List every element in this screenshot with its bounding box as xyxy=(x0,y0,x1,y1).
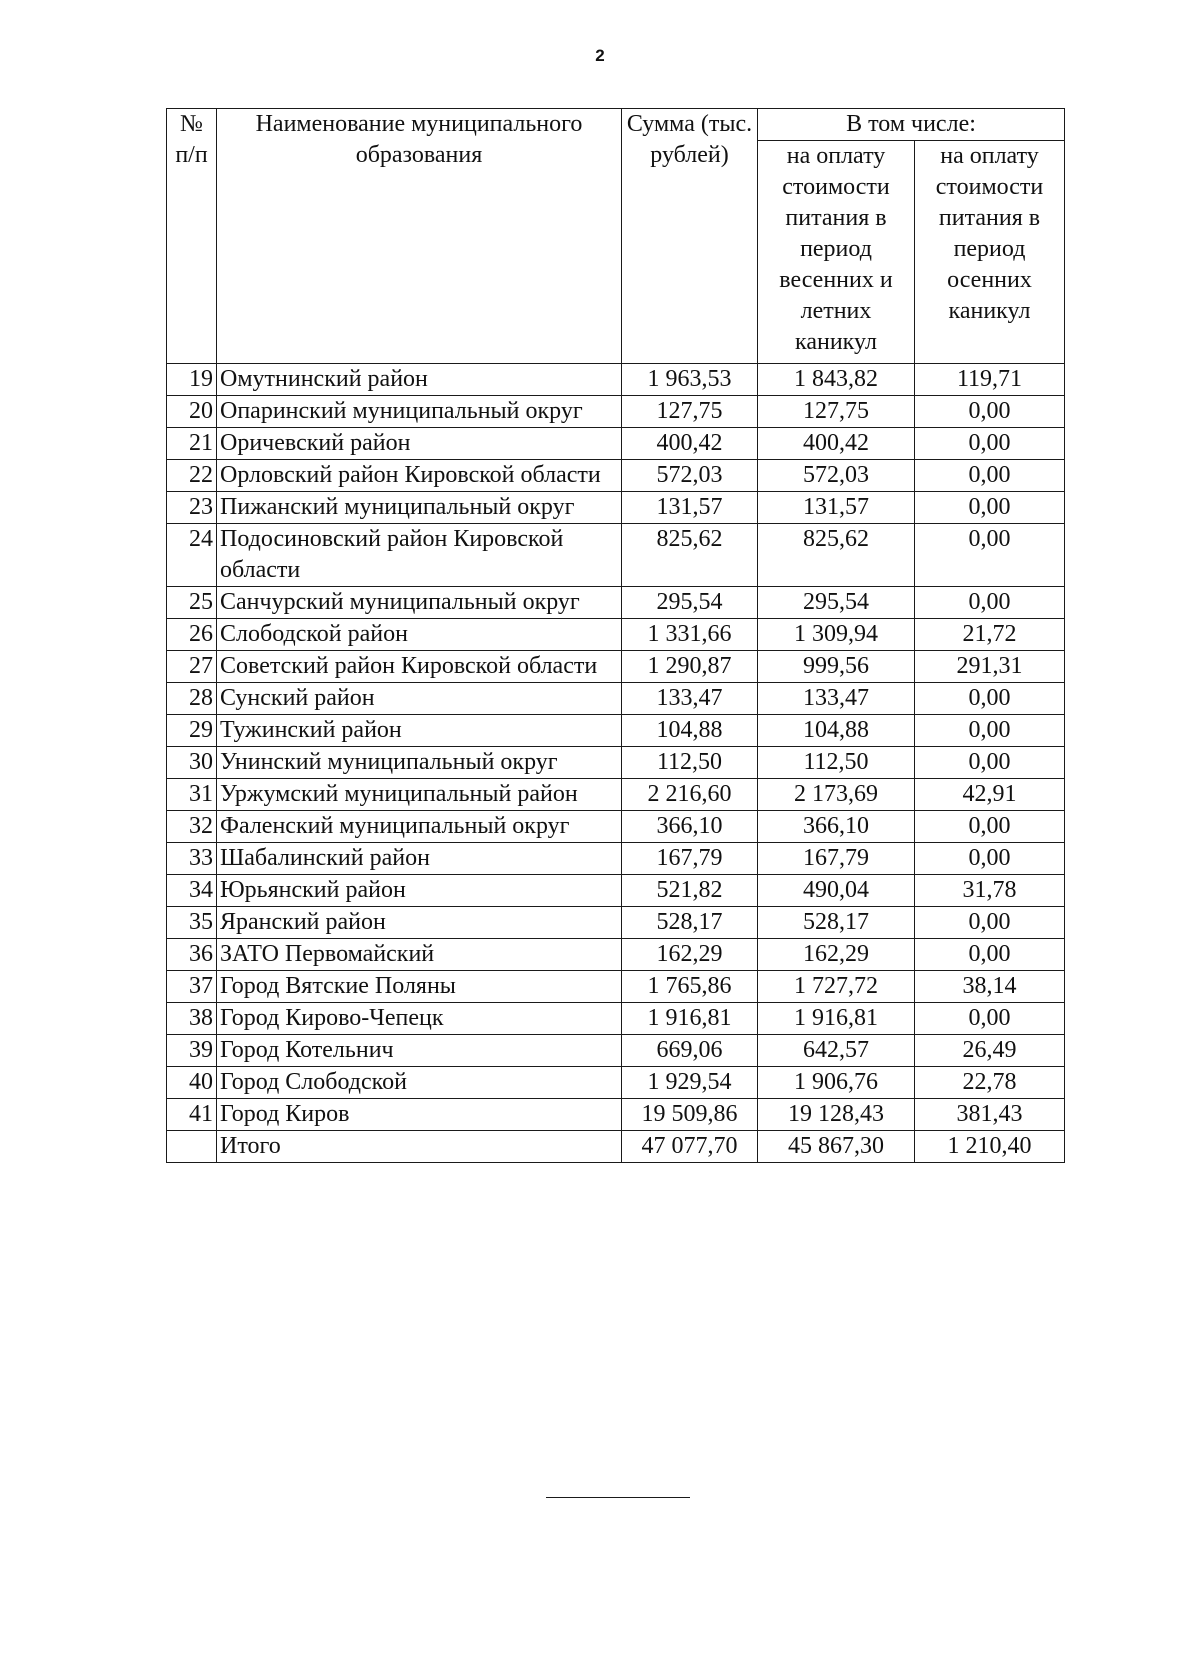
funding-table xyxy=(166,108,1065,1163)
sum-value: 131,57 xyxy=(622,492,758,524)
row-number: 37 xyxy=(167,971,217,1003)
municipality-name: Сунский район xyxy=(217,683,622,715)
autumn-value: 0,00 xyxy=(915,1003,1065,1035)
municipality-name: Город Слободской xyxy=(217,1067,622,1099)
autumn-value: 26,49 xyxy=(915,1035,1065,1067)
municipality-name: Подосиновский район Кировской области xyxy=(217,524,622,587)
table-row xyxy=(167,460,1065,492)
municipality-name: Город Киров xyxy=(217,1099,622,1131)
sum-value: 572,03 xyxy=(622,460,758,492)
header-autumn: на оплату стоимости питания в период осенних каникул xyxy=(915,141,1065,364)
autumn-value: 0,00 xyxy=(915,460,1065,492)
table-row xyxy=(167,619,1065,651)
municipality-name: ЗАТО Первомайский xyxy=(217,939,622,971)
autumn-value: 0,00 xyxy=(915,683,1065,715)
spring-summer-value: 127,75 xyxy=(758,396,915,428)
header-including: В том числе: xyxy=(758,109,1065,141)
autumn-value: 38,14 xyxy=(915,971,1065,1003)
row-number: 26 xyxy=(167,619,217,651)
total-spring-summer-value: 45 867,30 xyxy=(758,1131,915,1163)
table-row xyxy=(167,875,1065,907)
header-name: Наименование муниципального образования xyxy=(217,109,622,364)
row-number: 20 xyxy=(167,396,217,428)
municipality-name: Орловский район Кировской области xyxy=(217,460,622,492)
row-number: 23 xyxy=(167,492,217,524)
table-body xyxy=(167,364,1065,1163)
row-number: 35 xyxy=(167,907,217,939)
spring-summer-value: 366,10 xyxy=(758,811,915,843)
row-number: 28 xyxy=(167,683,217,715)
row-number: 25 xyxy=(167,587,217,619)
row-number: 29 xyxy=(167,715,217,747)
table-row xyxy=(167,939,1065,971)
table-row xyxy=(167,811,1065,843)
municipality-name: Шабалинский район xyxy=(217,843,622,875)
spring-summer-value: 400,42 xyxy=(758,428,915,460)
sum-value: 1 290,87 xyxy=(622,651,758,683)
table-row xyxy=(167,747,1065,779)
row-number: 22 xyxy=(167,460,217,492)
municipality-name: Уржумский муниципальный район xyxy=(217,779,622,811)
municipality-name: Яранский район xyxy=(217,907,622,939)
table-row xyxy=(167,971,1065,1003)
autumn-value: 0,00 xyxy=(915,428,1065,460)
row-number: 31 xyxy=(167,779,217,811)
sum-value: 112,50 xyxy=(622,747,758,779)
spring-summer-value: 1 916,81 xyxy=(758,1003,915,1035)
table-row xyxy=(167,651,1065,683)
autumn-value: 0,00 xyxy=(915,811,1065,843)
spring-summer-value: 131,57 xyxy=(758,492,915,524)
sum-value: 521,82 xyxy=(622,875,758,907)
sum-value: 400,42 xyxy=(622,428,758,460)
header-sum: Сумма (тыс. рублей) xyxy=(622,109,758,364)
sum-value: 1 765,86 xyxy=(622,971,758,1003)
spring-summer-value: 642,57 xyxy=(758,1035,915,1067)
row-number: 36 xyxy=(167,939,217,971)
autumn-value: 0,00 xyxy=(915,492,1065,524)
sum-value: 1 331,66 xyxy=(622,619,758,651)
autumn-value: 291,31 xyxy=(915,651,1065,683)
table-header xyxy=(167,109,1065,364)
spring-summer-value: 999,56 xyxy=(758,651,915,683)
row-number: 19 xyxy=(167,364,217,396)
spring-summer-value: 490,04 xyxy=(758,875,915,907)
sum-value: 104,88 xyxy=(622,715,758,747)
sum-value: 2 216,60 xyxy=(622,779,758,811)
spring-summer-value: 572,03 xyxy=(758,460,915,492)
row-number: 32 xyxy=(167,811,217,843)
table-row xyxy=(167,843,1065,875)
header-spring-summer: на оплату стоимости питания в период весенних и летних каникул xyxy=(758,141,915,364)
autumn-value: 0,00 xyxy=(915,843,1065,875)
municipality-name: Оричевский район xyxy=(217,428,622,460)
spring-summer-value: 1 843,82 xyxy=(758,364,915,396)
spring-summer-value: 2 173,69 xyxy=(758,779,915,811)
table-row xyxy=(167,715,1065,747)
spring-summer-value: 133,47 xyxy=(758,683,915,715)
sum-value: 133,47 xyxy=(622,683,758,715)
municipality-name: Тужинский район xyxy=(217,715,622,747)
sum-value: 162,29 xyxy=(622,939,758,971)
autumn-value: 119,71 xyxy=(915,364,1065,396)
autumn-value: 31,78 xyxy=(915,875,1065,907)
municipality-name: Слободской район xyxy=(217,619,622,651)
autumn-value: 0,00 xyxy=(915,524,1065,587)
table-row xyxy=(167,492,1065,524)
total-row xyxy=(167,1131,1065,1163)
spring-summer-value: 1 906,76 xyxy=(758,1067,915,1099)
table-row xyxy=(167,524,1065,587)
municipality-name: Унинский муниципальный округ xyxy=(217,747,622,779)
sum-value: 1 929,54 xyxy=(622,1067,758,1099)
autumn-value: 381,43 xyxy=(915,1099,1065,1131)
table-row xyxy=(167,1035,1065,1067)
autumn-value: 0,00 xyxy=(915,715,1065,747)
row-number: 38 xyxy=(167,1003,217,1035)
spring-summer-value: 112,50 xyxy=(758,747,915,779)
header-num: № п/п xyxy=(167,109,217,364)
spring-summer-value: 825,62 xyxy=(758,524,915,587)
row-number: 33 xyxy=(167,843,217,875)
sum-value: 1 916,81 xyxy=(622,1003,758,1035)
sum-value: 127,75 xyxy=(622,396,758,428)
spring-summer-value: 1 727,72 xyxy=(758,971,915,1003)
sum-value: 825,62 xyxy=(622,524,758,587)
sum-value: 167,79 xyxy=(622,843,758,875)
autumn-value: 42,91 xyxy=(915,779,1065,811)
sum-value: 669,06 xyxy=(622,1035,758,1067)
page-number: 2 xyxy=(595,46,605,65)
row-number: 24 xyxy=(167,524,217,587)
table-row xyxy=(167,587,1065,619)
table-row xyxy=(167,364,1065,396)
municipality-name: Омутнинский район xyxy=(217,364,622,396)
municipality-name: Юрьянский район xyxy=(217,875,622,907)
autumn-value: 0,00 xyxy=(915,396,1065,428)
sum-value: 295,54 xyxy=(622,587,758,619)
municipality-name: Опаринский муниципальный округ xyxy=(217,396,622,428)
autumn-value: 0,00 xyxy=(915,587,1065,619)
municipality-name: Город Котельнич xyxy=(217,1035,622,1067)
total-sum-value: 47 077,70 xyxy=(622,1131,758,1163)
row-number: 30 xyxy=(167,747,217,779)
total-autumn-value: 1 210,40 xyxy=(915,1131,1065,1163)
total-row-number xyxy=(167,1131,217,1163)
spring-summer-value: 19 128,43 xyxy=(758,1099,915,1131)
table-row xyxy=(167,1099,1065,1131)
table-row xyxy=(167,428,1065,460)
table-row xyxy=(167,907,1065,939)
table-row xyxy=(167,683,1065,715)
municipality-name: Пижанский муниципальный округ xyxy=(217,492,622,524)
table-row xyxy=(167,779,1065,811)
row-number: 40 xyxy=(167,1067,217,1099)
autumn-value: 0,00 xyxy=(915,907,1065,939)
table-row xyxy=(167,396,1065,428)
municipality-name: Город Кирово-Чепецк xyxy=(217,1003,622,1035)
spring-summer-value: 1 309,94 xyxy=(758,619,915,651)
end-rule xyxy=(546,1497,690,1498)
row-number: 21 xyxy=(167,428,217,460)
row-number: 41 xyxy=(167,1099,217,1131)
sum-value: 1 963,53 xyxy=(622,364,758,396)
sum-value: 528,17 xyxy=(622,907,758,939)
table-row xyxy=(167,1003,1065,1035)
table-row xyxy=(167,1067,1065,1099)
spring-summer-value: 162,29 xyxy=(758,939,915,971)
spring-summer-value: 528,17 xyxy=(758,907,915,939)
spring-summer-value: 295,54 xyxy=(758,587,915,619)
sum-value: 366,10 xyxy=(622,811,758,843)
municipality-name: Город Вятские Поляны xyxy=(217,971,622,1003)
municipality-name: Советский район Кировской области xyxy=(217,651,622,683)
municipality-name: Фаленский муниципальный округ xyxy=(217,811,622,843)
autumn-value: 0,00 xyxy=(915,939,1065,971)
row-number: 39 xyxy=(167,1035,217,1067)
row-number: 27 xyxy=(167,651,217,683)
spring-summer-value: 167,79 xyxy=(758,843,915,875)
total-municipality-name: Итого xyxy=(217,1131,622,1163)
sum-value: 19 509,86 xyxy=(622,1099,758,1131)
autumn-value: 0,00 xyxy=(915,747,1065,779)
spring-summer-value: 104,88 xyxy=(758,715,915,747)
municipality-name: Санчурский муниципальный округ xyxy=(217,587,622,619)
row-number: 34 xyxy=(167,875,217,907)
autumn-value: 21,72 xyxy=(915,619,1065,651)
autumn-value: 22,78 xyxy=(915,1067,1065,1099)
